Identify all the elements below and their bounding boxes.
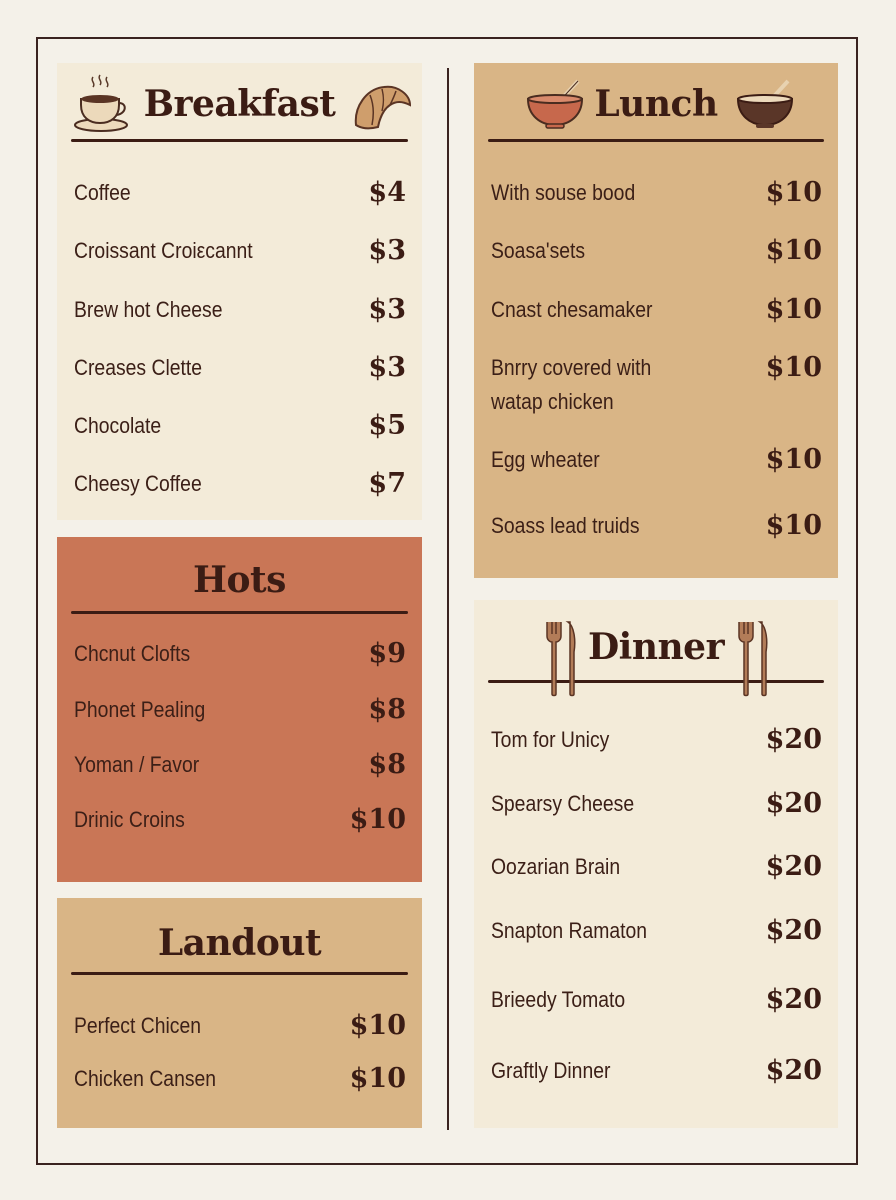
- menu-item: [491, 850, 822, 884]
- menu-item: [491, 293, 822, 327]
- item-price: $10: [349, 1063, 406, 1094]
- menu-item: [74, 803, 406, 837]
- section-title: Dinner: [587, 626, 725, 668]
- item-price: $10: [765, 510, 822, 541]
- item-price: $5: [368, 410, 406, 441]
- menu-item: [491, 983, 822, 1017]
- section-title: Lunch: [594, 83, 718, 125]
- item-name: Soass lead truids: [491, 513, 640, 538]
- section-title: Hots: [193, 559, 286, 601]
- landout-section: [57, 898, 422, 1128]
- item-price: $3: [368, 235, 406, 266]
- item-price: $20: [765, 915, 822, 946]
- item-name: Graftly Dinner: [491, 1058, 611, 1083]
- menu-item: [74, 467, 406, 501]
- lunch-section: [474, 63, 838, 578]
- menu-item: [74, 234, 406, 268]
- item-name: Chcnut Clofts: [74, 641, 191, 666]
- section-divider: [71, 139, 408, 142]
- item-name: Soasa'sets: [491, 238, 586, 263]
- section-divider: [488, 139, 824, 142]
- item-name: Chocolate: [74, 413, 162, 438]
- croissant-icon: [352, 81, 414, 131]
- item-price: $3: [368, 294, 406, 325]
- item-price: $10: [765, 235, 822, 266]
- item-name: Oozarian Brain: [491, 854, 621, 879]
- menu-item: [74, 1009, 406, 1043]
- item-price: $10: [765, 177, 822, 208]
- item-price: $20: [765, 984, 822, 1015]
- item-price: $20: [765, 724, 822, 755]
- item-name: Phonet Pealing: [74, 697, 206, 722]
- item-price: $8: [368, 694, 406, 725]
- menu-item: [74, 748, 406, 782]
- item-name: Cheesy Coffee: [74, 471, 202, 496]
- item-price: $10: [765, 444, 822, 475]
- item-name: Brieedy Tomato: [491, 987, 626, 1012]
- menu-item: [491, 509, 822, 543]
- menu-item: [74, 176, 406, 210]
- item-name: Coffee: [74, 180, 131, 205]
- menu-item: [74, 637, 406, 671]
- item-name: Tom for Unicy: [491, 727, 610, 752]
- item-price: $10: [349, 804, 406, 835]
- menu-item: [74, 409, 406, 443]
- breakfast-section: [57, 63, 422, 520]
- hots-section: [57, 537, 422, 882]
- item-name: With souse bood: [491, 180, 636, 205]
- item-name: Spearsy Cheese: [491, 791, 635, 816]
- item-name: Yoman / Favor: [74, 752, 200, 777]
- item-name: Drinic Croins: [74, 807, 185, 832]
- column-divider: [447, 68, 449, 1130]
- menu-item: [491, 176, 822, 210]
- item-price: $8: [368, 749, 406, 780]
- item-price: $10: [349, 1010, 406, 1041]
- dinner-section: [474, 600, 838, 1128]
- item-price: $7: [368, 468, 406, 499]
- item-name: Creases Clette: [74, 355, 203, 380]
- item-price: $9: [368, 638, 406, 669]
- item-name: Perfect Chicen: [74, 1013, 201, 1038]
- menu-item: [491, 914, 822, 948]
- menu-item: [491, 1054, 822, 1088]
- section-divider: [71, 972, 408, 975]
- menu-item: [74, 693, 406, 727]
- item-price: $20: [765, 788, 822, 819]
- menu-item: [491, 351, 822, 419]
- item-price: $20: [765, 851, 822, 882]
- section-title: Landout: [157, 922, 322, 964]
- item-name: Cnast chesamaker: [491, 297, 653, 322]
- item-name: Egg wheater: [491, 447, 600, 472]
- menu-item: [74, 1062, 406, 1096]
- item-price: $10: [765, 352, 822, 383]
- menu-item: [491, 443, 822, 477]
- section-divider: [71, 611, 408, 614]
- menu-item: [491, 723, 822, 757]
- section-title: Breakfast: [143, 83, 336, 125]
- menu-item: [491, 234, 822, 268]
- item-name: Brew hot Cheese: [74, 297, 223, 322]
- item-name: Snapton Ramaton: [491, 918, 648, 943]
- menu-item: [74, 351, 406, 385]
- menu-item: [74, 293, 406, 327]
- menu-item: [491, 787, 822, 821]
- item-price: $3: [368, 352, 406, 383]
- bowl-icon: [736, 77, 796, 133]
- item-name: Bnrry covered with watap chicken: [491, 355, 652, 414]
- section-divider: [488, 680, 824, 683]
- item-price: $20: [765, 1055, 822, 1086]
- fork-knife-icon: [736, 620, 770, 698]
- item-price: $10: [765, 294, 822, 325]
- item-price: $4: [368, 177, 406, 208]
- item-name: Chicken Cansen: [74, 1066, 217, 1091]
- item-name: Croissant Croiεcannt: [74, 238, 253, 263]
